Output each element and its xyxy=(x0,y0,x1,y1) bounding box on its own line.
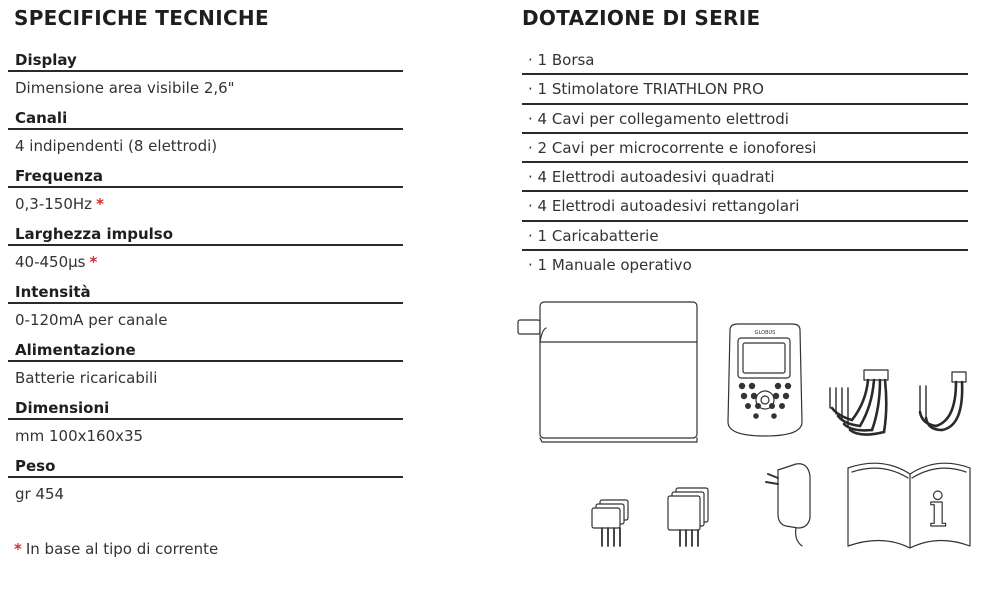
spec-label: Larghezza impulso xyxy=(8,220,403,246)
kit-item-stimolatore: · 1 Stimolatore TRIATHLON PRO xyxy=(522,75,968,104)
spec-value xyxy=(8,130,403,162)
kit-item-manuale: · 1 Manuale operativo xyxy=(528,256,692,275)
charger-icon xyxy=(766,464,810,546)
bag-icon xyxy=(518,302,697,442)
device-brand: GLOBUS xyxy=(754,330,776,336)
footnote xyxy=(14,540,218,558)
spec-item-canali xyxy=(8,104,403,162)
spec-value xyxy=(8,420,403,452)
spec-item-display xyxy=(8,46,403,104)
square-electrodes-icon xyxy=(592,500,628,546)
asterisk-mark: * xyxy=(89,253,98,271)
footnote-asterisk: * xyxy=(14,540,22,558)
microcurrent-cables-icon xyxy=(920,372,966,430)
kit-list xyxy=(522,46,968,280)
spec-item-frequenza xyxy=(8,162,403,220)
spec-label: Display xyxy=(8,46,403,72)
spec-value-text: Batterie ricaricabili xyxy=(15,369,158,387)
spec-label: Alimentazione xyxy=(8,336,403,362)
spec-label: Frequenza xyxy=(8,162,403,188)
specs-list xyxy=(8,46,403,510)
kit-title: DOTAZIONE DI SERIE xyxy=(522,6,761,30)
kit-item-borsa: · 1 Borsa xyxy=(522,46,968,75)
spec-value xyxy=(8,246,403,278)
spec-item-alimentazione xyxy=(8,336,403,394)
spec-value xyxy=(8,304,403,336)
spec-value-text: gr 454 xyxy=(15,485,65,503)
kit-item-elettrodi-rettangolari: · 4 Elettrodi autoadesivi rettangolari xyxy=(522,192,968,221)
spec-label: Intensità xyxy=(8,278,403,304)
spec-item-peso xyxy=(8,452,403,510)
spec-label: Canali xyxy=(8,104,403,130)
kit-item-caricabatterie: · 1 Caricabatterie xyxy=(522,222,968,251)
spec-label: Peso xyxy=(8,452,403,478)
spec-value xyxy=(8,72,403,104)
spec-item-intensita xyxy=(8,278,403,336)
specs-title: SPECIFICHE TECNICHE xyxy=(14,6,269,30)
spec-value-text: 0-120mA per canale xyxy=(15,311,168,329)
spec-item-larghezza-impulso xyxy=(8,220,403,278)
kit-item-cavi-microcorrente: · 2 Cavi per microcorrente e ionoforesi xyxy=(522,134,968,163)
spec-value xyxy=(8,362,403,394)
spec-value-text: Dimensione area visibile 2,6" xyxy=(15,79,235,97)
footnote-text: In base al tipo di corrente xyxy=(25,540,219,558)
spec-label: Dimensioni xyxy=(8,394,403,420)
kit-item-cavi-elettrodi: · 4 Cavi per collegamento elettrodi xyxy=(522,105,968,134)
manual-info-symbol: i xyxy=(929,483,947,537)
electrode-cables-icon xyxy=(830,370,888,435)
spec-value-text: 40-450µs xyxy=(15,253,86,271)
kit-item-elettrodi-quadrati: · 4 Elettrodi autoadesivi quadrati xyxy=(522,163,968,192)
spec-value-text: 0,3-150Hz xyxy=(15,195,93,213)
kit-illustration xyxy=(512,290,982,560)
manual-icon xyxy=(848,463,970,548)
asterisk-mark: * xyxy=(96,195,104,213)
spec-value xyxy=(8,188,403,220)
spec-value-text: mm 100x160x35 xyxy=(15,427,144,445)
spec-value xyxy=(8,478,403,510)
spec-value-text: 4 indipendenti (8 elettrodi) xyxy=(15,137,218,155)
rectangular-electrodes-icon xyxy=(668,488,708,546)
stimulator-device-icon xyxy=(728,324,802,436)
spec-item-dimensioni xyxy=(8,394,403,452)
